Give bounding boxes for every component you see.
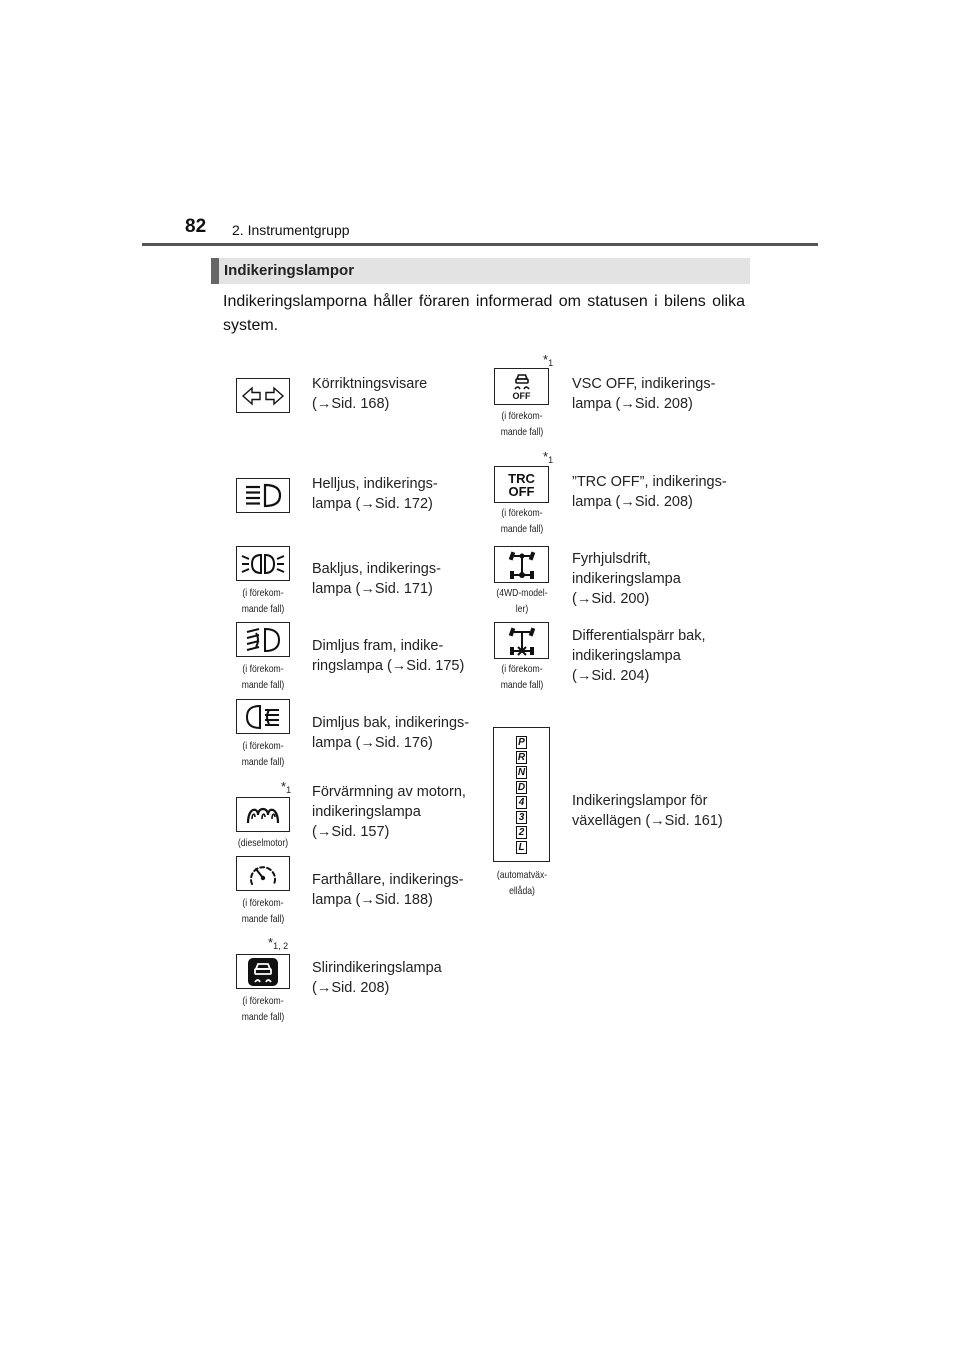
four-wheel-drive-desc: Fyrhjulsdrift, indikeringslampa (→Sid. 200) [572,551,681,607]
front-fog-icon [236,622,290,657]
gear-r: R [517,751,526,763]
glow-plug-icon [236,797,290,832]
trc-off-desc: ”TRC OFF”, indikerings- lampa (→Sid. 208) [572,474,727,510]
rear-diff-lock-icon [494,622,549,659]
glow-plug-desc: Förvärmning av motorn, indikeringslampa (→Sid. 157) [312,784,466,840]
vsc-off-desc: VSC OFF, indikerings- lampa (→Sid. 208) [572,376,716,412]
footnote-marker: $*_{1, 2}$ [268,935,289,951]
gear-p: P [516,736,527,749]
rear-diff-lock-note: (i förekom- mande fall) [500,663,544,691]
front-fog-desc: Dimljus fram, indike- ringslampa (→Sid. 175) [312,638,465,674]
rear-fog-note: (i förekom- mande fall) [241,740,285,768]
vsc-off-icon [494,368,549,405]
turn-signal-desc: Körriktningsvisare (→Sid. 168) [312,376,428,412]
cruise-control-note: (i förekom- mande fall) [241,897,285,925]
gear-2: 2 [516,826,527,839]
cruise-control-desc: Farthållare, indikerings- lampa (→Sid. 188) [312,872,464,908]
gear-d: D [517,781,526,793]
turn-signal-icon [236,378,290,413]
vsc-off-label: OFF [512,390,531,401]
glow-plug-note: (dieselmotor) [237,837,289,849]
high-beam-desc: Helljus, indikerings- lampa (→Sid. 172) [312,476,438,512]
trc-off-label: OFF [508,483,535,499]
tail-light-icon [236,546,290,581]
trc-off-note: (i förekom- mande fall) [500,507,544,535]
high-beam-icon [236,478,290,513]
slip-indicator-icon [236,954,290,989]
shift-position-note: (automatväx- ellåda) [496,869,548,897]
gear-4: 4 [516,796,527,809]
tail-light-desc: Bakljus, indikerings- lampa (→Sid. 171) [312,561,441,597]
rear-fog-icon [236,699,290,734]
rear-fog-desc: Dimljus bak, indikerings- lampa (→Sid. 176) [312,715,470,751]
shift-position-icon [493,727,550,862]
slip-indicator-note: (i förekom- mande fall) [241,995,285,1023]
footnote-marker: $*_1$ [543,352,554,368]
cruise-control-icon [236,856,290,891]
four-wheel-drive-note: (4WD-model- ler) [496,587,548,615]
gear-l: L [516,841,527,854]
header-rule [142,243,818,246]
chapter-title: 2. Instrumentgrupp [232,222,350,238]
trc-label: TRC [508,470,535,486]
section-heading-bar [211,258,219,284]
section-title: Indikeringslampor [224,262,355,279]
slip-indicator-desc: Slirindikeringslampa (→Sid. 208) [312,960,442,996]
vsc-off-note: (i förekom- mande fall) [500,410,544,438]
section-intro: Indikeringslamporna håller föraren informerad om statusen i bilens olika system. [223,293,745,334]
rear-diff-lock-desc: Differentialspärr bak, indikeringslampa (→Sid. 204) [572,628,706,684]
footnote-marker: $*_1$ [543,449,554,465]
gear-n: N [517,766,526,778]
four-wheel-drive-icon [494,546,549,583]
footnote-marker: $*_1$ [281,779,292,795]
front-fog-note: (i förekom- mande fall) [241,663,285,691]
shift-position-desc: Indikeringslampor för växellägen (→Sid. 161) [572,793,723,829]
gear-3: 3 [516,811,527,824]
page-number: 82 [185,216,207,237]
trc-off-icon [494,466,549,503]
tail-light-note: (i förekom- mande fall) [241,587,285,615]
